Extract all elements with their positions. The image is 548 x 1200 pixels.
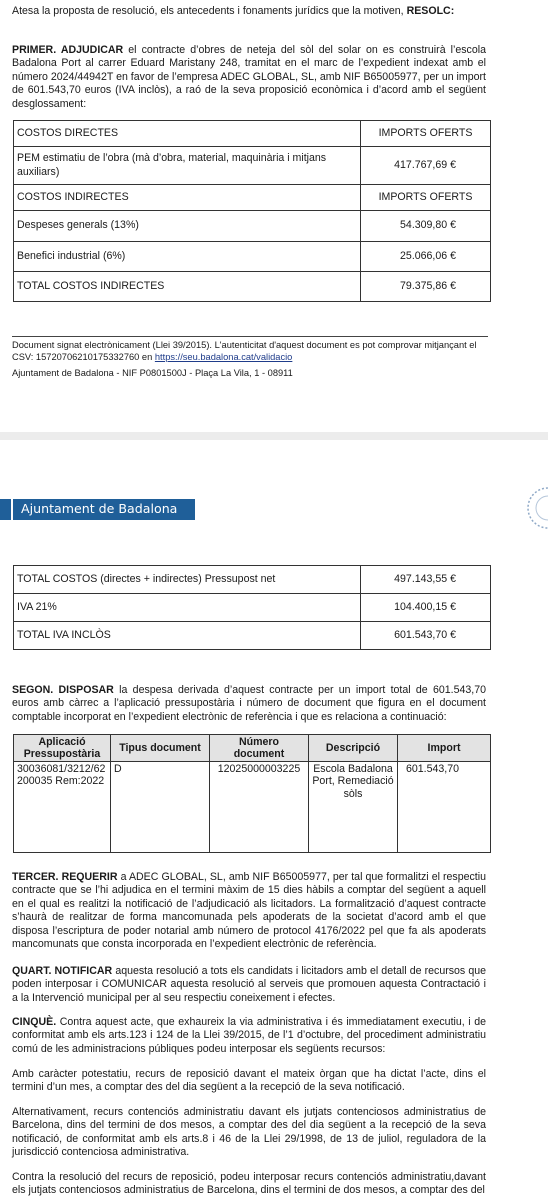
ajuntament-logo [0,499,195,520]
totals-table [13,565,491,650]
primer-paragraph [12,44,486,111]
table-row [14,762,491,853]
table-row [14,594,491,622]
col-header: Descripció [309,735,398,762]
cost-label: COSTOS DIRECTES [14,121,361,147]
budget-cell: 12025000003225 [210,762,309,853]
validation-link[interactable]: https://seu.badalona.cat/validacio [154,351,293,362]
segon-text: la despesa derivada d’aquest contracte per un import total de 601.543,70 euros amb càrrec a l’aplicació pressupostària i número de document que figura en el document comptable incorporat en l’expedient electrònic de referència i que es relaciona a continuació: [12,684,487,723]
alternativa-paragraph: Alternativament, recurs contenciós administratiu davant els jutjats contenciosos administratius de Barcelona, dins del termini de dos mesos, a comptar des del dia següent a la recepció de la seva notificació, de conformitat amb els arts.8 i 46 de la Llei 29/1998, de 13 de juliol, reguladora de la jurisdicció contenciosa administrativa. [12,1106,486,1159]
segon-paragraph [12,684,486,724]
logo-text: Ajuntament de Badalona [21,501,178,516]
total-value: 497.143,55 € [361,566,491,594]
total-label: TOTAL COSTOS (directes + indirectes) Pressupost net [14,566,361,594]
total-value: 601.543,70 € [361,622,491,650]
table-header-row [14,735,491,762]
col-header: Tipus document [111,735,210,762]
cost-breakdown-table [13,120,491,302]
cost-value: 79.375,86 € [361,272,491,302]
total-value: 104.400,15 € [361,594,491,622]
cost-label: COSTOS INDIRECTES [14,185,361,211]
total-label: IVA 21% [14,594,361,622]
quart-title: QUART. NOTIFICAR [12,965,113,977]
cinque-text: Contra aquest acte, que exhaureix la via administrativa i és immediatament executiu, i de conformitat amb els arts.123 i 124 de la Llei 39/2015, de l’1 d’octubre, del procediment administratiu comú de les administracions públiques podeu interposar els següents recursos: [12,1016,486,1055]
intro-text: Atesa la proposta de resolució, els antecedents i fonaments jurídics que la motiven, [12,5,404,17]
footer-address: Ajuntament de Badalona - NIF P0801500J - Plaça La Vila, 1 - 08911 [12,368,293,378]
tercer-title: TERCER. REQUERIR [12,871,118,883]
cinque-title: CINQUÈ. [12,1016,57,1028]
primer-text: el contracte d’obres de neteja del sòl del solar on es construirà l’escola Badalona Port al carrer Eduard Maristany 248, tramitat en el marc de l’expedient indexat amb el número 2024/44942T en favor de l’empresa ADEC GLOBAL, SL, amb NIF B65005977, per un import de 601.543,70 euros (IVA inclòs), a raó de la seva proposició econòmica i d’acord amb el següent desglossament: [12,44,486,110]
reposicio-paragraph: Amb caràcter potestatiu, recurs de reposició davant el mateix òrgan que ha dictat l’acte, dins el termini d’un mes, a comptar des del dia següent a la recepció de la seva notificació. [12,1068,486,1094]
budget-cell: 601.543,70 [398,762,491,853]
table-row [14,211,491,242]
total-label: TOTAL IVA INCLÒS [14,622,361,650]
col-header: Import [398,735,491,762]
page-break [0,432,548,440]
quart-text: aquesta resolució a tots els candidats i licitadors amb el detall de recursos que poden interposar i COMUNICAR aquesta resolució al serveis que promouen aquesta Contractació i a la Intervenció municipal per al seu respectiu coneixement i efectes. [12,965,487,1004]
table-row [14,242,491,272]
cost-label: Benefici industrial (6%) [14,242,361,272]
csv-code: CSV: 15720706210175332760 en [12,351,153,362]
tercer-text: a ADEC GLOBAL, SL, amb NIF B65005977, per tal que formalitzi el respectiu contracte que se l’hi adjudica en el termini màxim de 15 dies hàbils a comptar del següent a aquell en el qual es realitzi la notificació de l’adjudicació als licitadors. La formalització d’aquest contracte s’haurà de realitzar de forma mancomunada pels apoderats de la societat d’acord amb el que disposa l’escriptura de poder notarial amb número de protocol 4176/2022 pel que fa als apoderats mancomunats que consta incorporada en l’expedient electrònic de referència. [12,871,486,951]
cost-value: IMPORTS OFERTS [361,121,491,147]
budget-cell: 30036081/3212/62 200035 Rem:2022 [14,762,111,853]
cinque-paragraph [12,1016,486,1056]
budget-application-table [13,734,491,853]
cost-label: Despeses generals (13%) [14,211,361,242]
signature-csv-line [12,352,492,364]
budget-cell: Escola Badalona Port, Remediació sòls [309,762,398,853]
primer-title: PRIMER. ADJUDICAR [12,44,124,56]
signature-divider [12,336,488,337]
cost-value: 25.066,06 € [361,242,491,272]
col-header: Número document [210,735,309,762]
table-row [14,566,491,594]
tercer-paragraph [12,871,486,951]
corner-decoration-icon [524,475,548,541]
table-row [14,185,491,211]
segon-title: SEGON. DISPOSAR [12,684,114,696]
signature-line: Document signat electrònicament (Llei 39/2015). L'autenticitat d'aquest document es pot comprovar mitjançant el [12,340,477,350]
cost-value: 417.767,69 € [361,147,491,185]
budget-cell: D [111,762,210,853]
resolc-keyword: RESOLC: [406,5,455,17]
cost-label: PEM estimatiu de l’obra (mà d’obra, material, maquinària i mitjans auxiliars) [14,147,361,185]
cost-value: 54.309,80 € [361,211,491,242]
col-header: Aplicació Pressupostària [14,735,111,762]
table-row [14,622,491,650]
electronic-signature-note [12,340,492,363]
cost-label: TOTAL COSTOS INDIRECTES [14,272,361,302]
quart-paragraph [12,965,486,1005]
table-row [14,121,491,147]
table-row [14,272,491,302]
resolution-intro [12,5,512,18]
contra-paragraph: Contra la resolució del recurs de reposició, podeu interposar recurs contenciós administratiu,davant els jutjats contenciosos administratius de Barcelona, dins el termini de dos mesos, a comptar des del [12,1171,486,1197]
cost-value: IMPORTS OFERTS [361,185,491,211]
table-row [14,147,491,185]
logo-mark [11,499,13,520]
